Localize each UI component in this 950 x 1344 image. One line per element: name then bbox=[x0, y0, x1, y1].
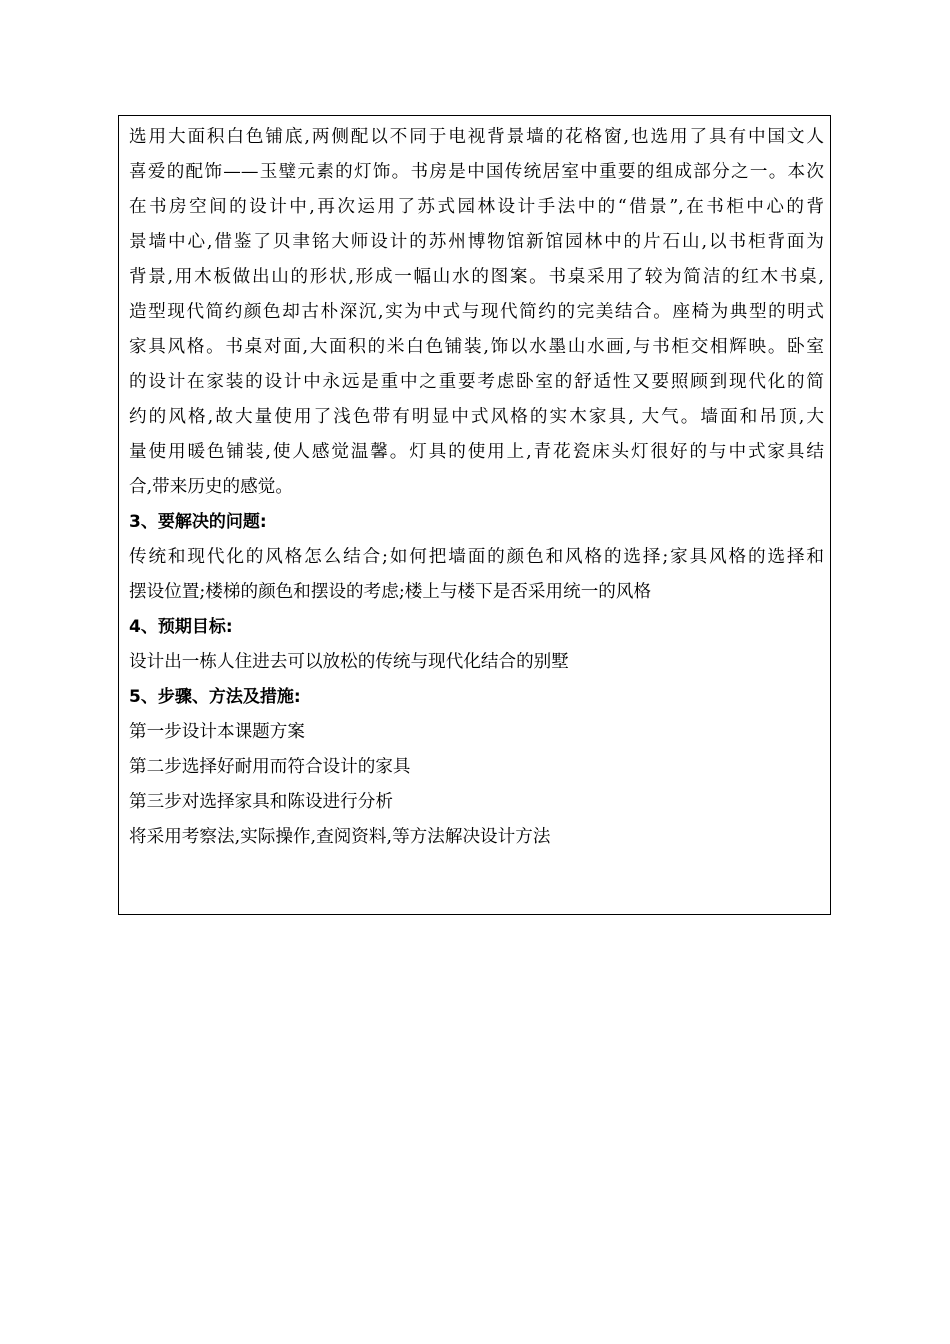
intro-line: 选用大面积白色铺底,两侧配以不同于电视背景墙的花格窗,也选用了具有中国文人 bbox=[129, 127, 824, 147]
section-5-heading: 5、步骤、方法及措施: bbox=[129, 687, 301, 707]
intro-line: 合,带来历史的感觉。 bbox=[129, 477, 293, 497]
section-4-heading: 4、预期目标: bbox=[129, 617, 233, 637]
section-5-step: 第三步对选择家具和陈设进行分析 bbox=[129, 792, 393, 812]
intro-line: 家具风格。书桌对面,大面积的米白色铺装,饰以水墨山水画,与书柜交相辉映。卧室 bbox=[129, 337, 824, 357]
section-5-step: 第一步设计本课题方案 bbox=[129, 722, 305, 742]
intro-line: 量使用暖色铺装,使人感觉温馨。灯具的使用上,青花瓷床头灯很好的与中式家具结 bbox=[129, 442, 824, 462]
section-3-line: 传统和现代化的风格怎么结合;如何把墙面的颜色和风格的选择;家具风格的选择和 bbox=[129, 547, 824, 567]
content-table-cell bbox=[118, 115, 831, 915]
section-5-step: 第二步选择好耐用而符合设计的家具 bbox=[129, 757, 411, 777]
intro-line: 造型现代简约颜色却古朴深沉,实为中式与现代简约的完美结合。座椅为典型的明式 bbox=[129, 302, 824, 322]
intro-line: 景墙中心,借鉴了贝聿铭大师设计的苏州博物馆新馆园林中的片石山,以书柜背面为 bbox=[129, 232, 824, 252]
section-3-heading: 3、要解决的问题: bbox=[129, 512, 267, 532]
intro-line: 背景,用木板做出山的形状,形成一幅山水的图案。书桌采用了较为简洁的红木书桌, bbox=[129, 267, 824, 287]
cell-text bbox=[129, 120, 824, 855]
section-4-line: 设计出一栋人住进去可以放松的传统与现代化结合的别墅 bbox=[129, 652, 569, 672]
intro-line: 喜爱的配饰——玉璧元素的灯饰。书房是中国传统居室中重要的组成部分之一。本次 bbox=[129, 162, 824, 182]
intro-line: 约的风格,故大量使用了浅色带有明显中式风格的实木家具, 大气。墙面和吊顶,大 bbox=[129, 407, 824, 427]
section-3-line: 摆设位置;楼梯的颜色和摆设的考虑;楼上与楼下是否采用统一的风格 bbox=[129, 582, 652, 602]
intro-line: 的设计在家装的设计中永远是重中之重要考虑卧室的舒适性又要照顾到现代化的简 bbox=[129, 372, 824, 392]
intro-line: 在书房空间的设计中,再次运用了苏式园林设计手法中的“借景”,在书柜中心的背 bbox=[129, 197, 824, 217]
section-5-step: 将采用考察法,实际操作,查阅资料,等方法解决设计方法 bbox=[129, 827, 551, 847]
